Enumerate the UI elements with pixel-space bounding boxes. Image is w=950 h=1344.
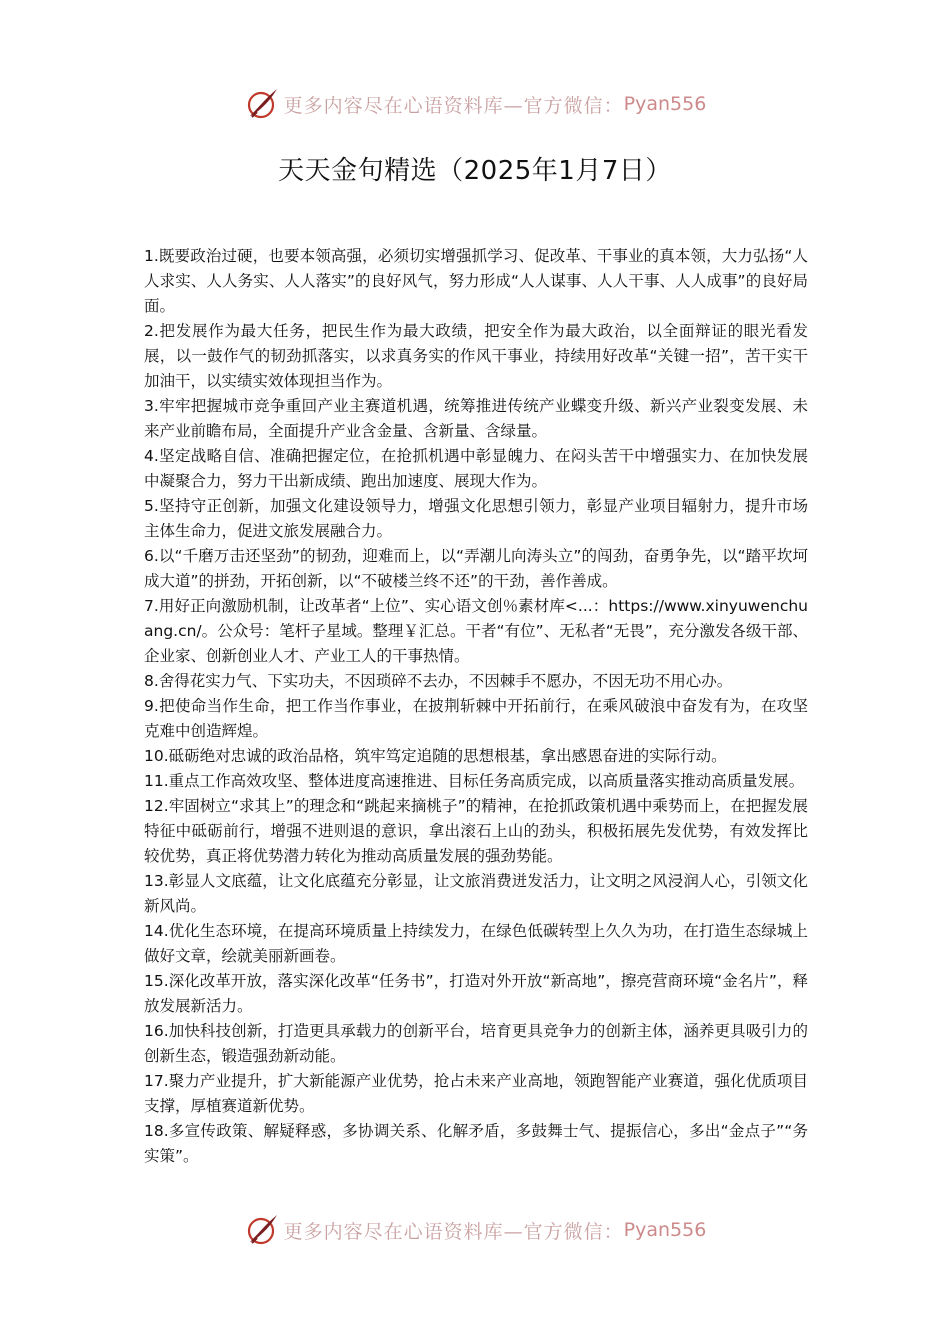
- quote-item: 4.坚定战略自信、准确把握定位，在抢抓机遇中彰显魄力、在闷头苦干中增强实力、在加快发展中凝聚合力，努力干出新成绩、跑出加速度、展现大作为。: [144, 447, 808, 490]
- quote-item: 3.牢牢把握城市竞争重回产业主赛道机遇，统筹推进传统产业蝶变升级、新兴产业裂变发展、未来产业前瞻布局，全面提升产业含金量、含新量、含绿量。: [144, 397, 808, 440]
- quote-item: 11.重点工作高效攻坚、整体进度高速推进、目标任务高质完成，以高质量落实推动高质量发展。: [144, 772, 805, 790]
- quote-item: 9.把使命当作生命，把工作当作事业，在披荆斩棘中开拓前行，在乘风破浪中奋发有为，在攻坚克难中创造辉煌。: [144, 697, 808, 740]
- quote-item: 13.彰显人文底蕴，让文化底蕴充分彰显，让文旅消费迸发活力，让文明之风浸润人心，引领文化新风尚。: [144, 872, 808, 915]
- quote-item: 5.坚持守正创新，加强文化建设领导力，增强文化思想引领力，彰显产业项目辐射力，提升市场主体生命力，促进文旅发展融合力。: [144, 497, 808, 540]
- document-title: 天天金句精选（2025年1月7日）: [278, 156, 672, 186]
- header-banner: [0, 84, 950, 124]
- quote-item: 15.深化改革开放，落实深化改革“任务书”，打造对外开放“新高地”，擦亮营商环境“金名片”，释放发展新活力。: [144, 972, 808, 1015]
- quote-item: 8.舍得花实力气、下实功夫，不因琐碎不去办，不因棘手不愿办，不因无功不用心办。: [144, 672, 733, 690]
- footer-banner: [0, 1210, 950, 1250]
- quote-item: 17.聚力产业提升，扩大新能源产业优势，抢占未来产业高地，领跑智能产业赛道，强化优质项目支撑，厚植赛道新优势。: [144, 1072, 808, 1115]
- banner-wechat-id: Pyan556: [623, 93, 707, 115]
- quote-item: 14.优化生态环境，在提高环境质量上持续发力，在绿色低碳转型上久久为功，在打造生态绿城上做好文章，绘就美丽新画卷。: [144, 922, 808, 965]
- quote-item: 10.砥砺绝对忠诚的政治品格，筑牢笃定追随的思想根基，拿出感恩奋进的实际行动。: [144, 747, 727, 765]
- quill-logo-icon: [244, 86, 280, 122]
- quote-item: 1.既要政治过硬，也要本领高强，必须切实增强抓学习、促改革、干事业的真本领，大力弘扬“人人求实、人人务实、人人落实”的良好风气，努力形成“人人谋事、人人干事、人人成事”的良好局面。: [144, 247, 808, 315]
- quote-item: 2.把发展作为最大任务，把民生作为最大政绩，把安全作为最大政治，以全面辩证的眼光看发展，以一鼓作气的韧劲抓落实，以求真务实的作风干事业，持续用好改革“关键一招”，苦干实干加油干，以实绩实效体现担当作为。: [144, 322, 808, 390]
- quote-item: 18.多宣传政策、解疑释惑，多协调关系、化解矛盾，多鼓舞士气、提振信心，多出“金点子”“务实策”。: [144, 1122, 808, 1165]
- quote-item: 7.用好正向激励机制，让改革者“上位”、实心语文创％素材库<...：https://www.xinyuwenchuang.cn/。公众号：笔杆子星域。整理￥汇总。干者“有位”、无私者“无畏”，充分激发各级干部、企业家、创新创业人才、产业工人的干事热情。: [144, 597, 808, 665]
- quote-item: 16.加快科技创新，打造更具承载力的创新平台，培育更具竞争力的创新主体，涵养更具吸引力的创新生态，锻造强劲新动能。: [144, 1022, 808, 1065]
- banner-wechat-id: Pyan556: [623, 1219, 707, 1241]
- quote-list: [144, 244, 808, 1169]
- quote-item: 12.牢固树立“求其上”的理念和“跳起来摘桃子”的精神，在抢抓政策机遇中乘势而上，在把握发展特征中砥砺前行，增强不进则退的意识，拿出滚石上山的劲头，积极拓展先发优势，有效发挥比较优势，真正将优势潜力转化为推动高质量发展的强劲势能。: [144, 797, 808, 865]
- banner-text: 更多内容尽在心语资料库—官方微信：: [283, 94, 624, 117]
- quill-logo-icon: [244, 1212, 280, 1248]
- banner-text: 更多内容尽在心语资料库—官方微信：: [283, 1220, 624, 1243]
- quote-item: 6.以“千磨万击还坚劲”的韧劲，迎难而上，以“弄潮儿向涛头立”的闯劲，奋勇争先，以“踏平坎坷成大道”的拼劲，开拓创新，以“不破楼兰终不还”的干劲，善作善成。: [144, 547, 808, 590]
